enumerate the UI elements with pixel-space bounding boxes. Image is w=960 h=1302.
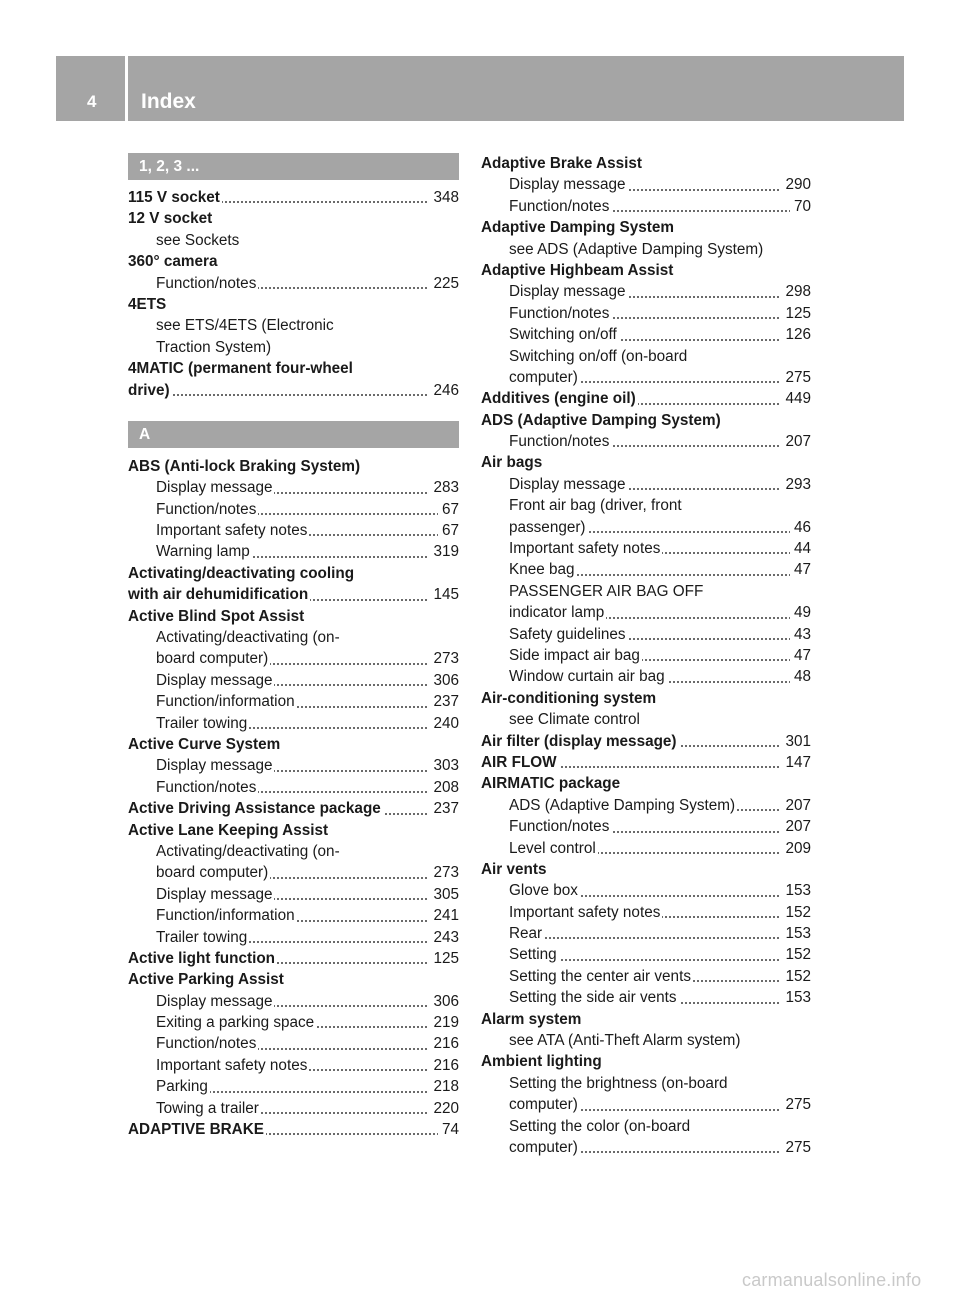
- entry-text: Display message: [156, 885, 273, 903]
- index-subentry: [128, 755, 459, 776]
- entry-text: Additives (engine oil): [481, 390, 636, 408]
- entry-text: Window curtain air bag: [509, 668, 665, 686]
- page-ref: 275: [781, 1137, 811, 1158]
- index-subentry: [481, 709, 811, 730]
- index-list-a-left: [128, 456, 459, 1141]
- entry-text: ABS (Anti-lock Braking System): [128, 457, 361, 475]
- page-ref: 48: [790, 666, 811, 687]
- index-subentry: [481, 239, 811, 260]
- index-entry: [128, 798, 459, 819]
- page-ref: 152: [781, 944, 811, 965]
- entry-text: Glove box: [509, 882, 578, 900]
- index-entry: [128, 734, 459, 755]
- index-subentry: [128, 670, 459, 691]
- page-ref: 237: [429, 798, 459, 819]
- index-entry: [128, 948, 459, 969]
- page-ref: 125: [781, 303, 811, 324]
- index-subentry: [481, 1073, 811, 1094]
- dot-leader: [128, 394, 459, 396]
- page-ref: 306: [429, 670, 459, 691]
- entry-text: Function/information: [156, 907, 295, 925]
- page-ref: 275: [781, 1094, 811, 1115]
- index-entry: [128, 969, 459, 990]
- entry-text: Air bags: [481, 454, 543, 472]
- entry-text: with air dehumidification: [128, 586, 309, 604]
- index-subentry: [481, 367, 811, 388]
- entry-text: Important safety notes: [156, 1056, 308, 1074]
- index-entry: [481, 1009, 811, 1030]
- index-entry: [481, 773, 811, 794]
- index-subentry: [128, 884, 459, 905]
- index-subentry: [481, 1137, 811, 1158]
- entry-text: Display message: [509, 176, 626, 194]
- page-ref: 152: [781, 902, 811, 923]
- page-ref: 153: [781, 880, 811, 901]
- index-subentry: [128, 315, 459, 336]
- page-ref: 273: [429, 862, 459, 883]
- index-subentry: [128, 541, 459, 562]
- entry-text: board computer): [156, 650, 269, 668]
- page-ref: 145: [429, 584, 459, 605]
- entry-text: Air-conditioning system: [481, 689, 657, 707]
- index-entry: [128, 251, 459, 272]
- page-ref: 301: [781, 731, 811, 752]
- index-subentry: [128, 841, 459, 862]
- entry-text: Alarm system: [481, 1010, 582, 1028]
- entry-text: Towing a trailer: [156, 1099, 259, 1117]
- page-ref: 240: [429, 713, 459, 734]
- index-subentry: [128, 862, 459, 883]
- index-subentry: [128, 991, 459, 1012]
- entry-text: indicator lamp: [509, 604, 605, 622]
- index-subentry: [128, 1076, 459, 1097]
- page-ref: 449: [781, 388, 811, 409]
- index-subentry: [128, 499, 459, 520]
- page-ref: 218: [429, 1076, 459, 1097]
- entry-text: Display message: [156, 671, 273, 689]
- entry-text: Display message: [156, 992, 273, 1010]
- header-divider: [125, 56, 128, 121]
- entry-text: Activating/deactivating (on-: [156, 629, 340, 647]
- entry-text: Active Parking Assist: [128, 971, 284, 989]
- entry-text: passenger): [509, 518, 586, 536]
- page-ref: 47: [790, 559, 811, 580]
- index-entry: [128, 380, 459, 401]
- entry-text: 360° camera: [128, 253, 218, 271]
- index-entry: [481, 217, 811, 238]
- index-subentry: [481, 944, 811, 965]
- entry-text: Function/notes: [509, 433, 610, 451]
- entry-text: ADS (Adaptive Damping System): [509, 796, 736, 814]
- index-subentry: [128, 1012, 459, 1033]
- index-entry: [128, 187, 459, 208]
- entry-text: Warning lamp: [156, 543, 250, 561]
- entry-text: drive): [128, 381, 170, 399]
- entry-text: 4MATIC (permanent four-wheel: [128, 360, 353, 378]
- entry-text: Display message: [509, 283, 626, 301]
- entry-text: Trailer towing: [156, 714, 248, 732]
- index-subentry: [128, 777, 459, 798]
- index-subentry: [128, 691, 459, 712]
- index-subentry: [128, 337, 459, 358]
- entry-text: see ADS (Adaptive Damping System): [509, 240, 764, 258]
- page-ref: 207: [781, 816, 811, 837]
- page-ref: 219: [429, 1012, 459, 1033]
- page-ref: 290: [781, 174, 811, 195]
- entry-text: see ATA (Anti-Theft Alarm system): [509, 1032, 741, 1050]
- entry-text: Active Blind Spot Assist: [128, 607, 305, 625]
- index-subentry: [481, 559, 811, 580]
- entry-text: computer): [509, 1138, 578, 1156]
- page-ref: 70: [790, 196, 811, 217]
- entry-text: Level control: [509, 839, 596, 857]
- index-entry: [481, 260, 811, 281]
- entry-text: Function/notes: [509, 197, 610, 215]
- entry-text: Active Driving Assistance package: [128, 800, 381, 818]
- entry-text: Parking: [156, 1078, 208, 1096]
- index-entry: [481, 1051, 811, 1072]
- page-ref: 152: [781, 966, 811, 987]
- page-ref: 43: [790, 624, 811, 645]
- entry-text: Trailer towing: [156, 928, 248, 946]
- entry-text: Function/notes: [509, 818, 610, 836]
- index-subentry: [481, 602, 811, 623]
- index-subentry: [481, 1094, 811, 1115]
- entry-text: see Sockets: [156, 231, 240, 249]
- entry-text: see Climate control: [509, 711, 640, 729]
- entry-text: Ambient lighting: [481, 1053, 602, 1071]
- index-entry: [481, 153, 811, 174]
- entry-text: Activating/deactivating cooling: [128, 564, 355, 582]
- entry-text: Function/notes: [156, 500, 257, 518]
- index-entry: [128, 606, 459, 627]
- index-subentry: [481, 795, 811, 816]
- index-subentry: [481, 923, 811, 944]
- page-ref: 67: [438, 499, 459, 520]
- page-ref: 283: [429, 477, 459, 498]
- index-subentry: [481, 538, 811, 559]
- entry-text: Display message: [156, 479, 273, 497]
- entry-text: Rear: [509, 925, 543, 943]
- page-ref: 298: [781, 281, 811, 302]
- index-column-left: [128, 153, 459, 1140]
- index-subentry: [481, 581, 811, 602]
- index-subentry: [481, 281, 811, 302]
- page-ref: 126: [781, 324, 811, 345]
- index-subentry: [128, 627, 459, 648]
- index-subentry: [128, 230, 459, 251]
- entry-text: Function/notes: [156, 778, 257, 796]
- page-ref: 220: [429, 1098, 459, 1119]
- page-ref: 241: [429, 905, 459, 926]
- index-column-right: [481, 153, 811, 1158]
- entry-text: Important safety notes: [509, 540, 661, 558]
- entry-text: Active Lane Keeping Assist: [128, 821, 329, 839]
- entry-text: PASSENGER AIR BAG OFF: [509, 582, 704, 600]
- entry-text: Air filter (display message): [481, 732, 677, 750]
- index-entry: [128, 456, 459, 477]
- entry-text: ADS (Adaptive Damping System): [481, 411, 721, 429]
- page-ref: 147: [781, 752, 811, 773]
- index-list-a-right: [481, 153, 811, 1158]
- entry-text: Traction System): [156, 338, 272, 356]
- page-ref: 207: [781, 795, 811, 816]
- index-subentry: [481, 346, 811, 367]
- entry-text: Setting the center air vents: [509, 967, 691, 985]
- index-subentry: [481, 431, 811, 452]
- page-ref: 293: [781, 474, 811, 495]
- entry-text: board computer): [156, 864, 269, 882]
- entry-text: computer): [509, 368, 578, 386]
- page-ref: 216: [429, 1055, 459, 1076]
- entry-text: Switching on/off: [509, 326, 617, 344]
- dot-leader: [509, 937, 811, 939]
- index-entry: [481, 752, 811, 773]
- index-subentry: [481, 838, 811, 859]
- entry-text: 4ETS: [128, 295, 167, 313]
- entry-text: Function/information: [156, 693, 295, 711]
- entry-text: Active light function: [128, 949, 276, 967]
- index-subentry: [128, 477, 459, 498]
- entry-text: Important safety notes: [156, 522, 308, 540]
- index-subentry: [481, 1030, 811, 1051]
- index-entry: [128, 208, 459, 229]
- index-entry: [128, 563, 459, 584]
- page-ref: 273: [429, 648, 459, 669]
- index-subentry: [128, 273, 459, 294]
- index-subentry: [481, 645, 811, 666]
- page-ref: 44: [790, 538, 811, 559]
- index-subentry: [128, 927, 459, 948]
- page-ref: 67: [438, 520, 459, 541]
- index-subentry: [481, 174, 811, 195]
- entry-text: Side impact air bag: [509, 646, 640, 664]
- page-ref: 46: [790, 517, 811, 538]
- index-entry: [481, 859, 811, 880]
- entry-text: Setting the side air vents: [509, 989, 677, 1007]
- entry-text: Setting the brightness (on-board: [509, 1074, 728, 1092]
- entry-text: Air vents: [481, 860, 547, 878]
- page-ref: 47: [790, 645, 811, 666]
- index-subentry: [481, 303, 811, 324]
- index-subentry: [481, 987, 811, 1008]
- index-entry: [481, 731, 811, 752]
- page-ref: 246: [429, 380, 459, 401]
- entry-text: Important safety notes: [509, 903, 661, 921]
- entry-text: 12 V socket: [128, 210, 213, 228]
- index-subentry: [481, 474, 811, 495]
- index-entry: [128, 358, 459, 379]
- page-ref: 225: [429, 273, 459, 294]
- index-subentry: [481, 196, 811, 217]
- entry-text: AIR FLOW: [481, 753, 557, 771]
- page-ref: 49: [790, 602, 811, 623]
- page-ref: 208: [429, 777, 459, 798]
- index-subentry: [128, 648, 459, 669]
- page-ref: 305: [429, 884, 459, 905]
- index-subentry: [481, 495, 811, 516]
- page-ref: 216: [429, 1033, 459, 1054]
- entry-text: Function/notes: [156, 1035, 257, 1053]
- entry-text: Active Curve System: [128, 735, 281, 753]
- entry-text: Front air bag (driver, front: [509, 497, 682, 515]
- index-subentry: [481, 324, 811, 345]
- index-entry: [128, 1119, 459, 1140]
- index-entry: [481, 388, 811, 409]
- page-ref: 237: [429, 691, 459, 712]
- index-subentry: [128, 1098, 459, 1119]
- page-ref: 243: [429, 927, 459, 948]
- entry-text: Setting: [509, 946, 557, 964]
- index-subentry: [481, 902, 811, 923]
- entry-text: Adaptive Damping System: [481, 219, 674, 237]
- entry-text: Knee bag: [509, 561, 575, 579]
- entry-text: Display message: [156, 757, 273, 775]
- index-subentry: [481, 517, 811, 538]
- entry-text: Exiting a parking space: [156, 1014, 315, 1032]
- entry-text: AIRMATIC package: [481, 775, 621, 793]
- page-ref: 207: [781, 431, 811, 452]
- section-header-a: A: [128, 421, 459, 448]
- index-list-numbers: [128, 187, 459, 401]
- index-subentry: [481, 816, 811, 837]
- page-ref: 303: [429, 755, 459, 776]
- index-entry: [128, 584, 459, 605]
- entry-text: computer): [509, 1096, 578, 1114]
- page-header: [56, 56, 904, 121]
- index-entry: [481, 410, 811, 431]
- entry-text: 115 V socket: [128, 189, 220, 206]
- entry-text: Setting the color (on-board: [509, 1117, 691, 1135]
- entry-text: Function/notes: [156, 274, 257, 292]
- page-ref: 348: [429, 187, 459, 208]
- index-subentry: [128, 713, 459, 734]
- index-subentry: [481, 624, 811, 645]
- page-ref: 125: [429, 948, 459, 969]
- index-entry: [128, 294, 459, 315]
- entry-text: ADAPTIVE BRAKE: [128, 1121, 264, 1139]
- index-entry: [481, 688, 811, 709]
- index-subentry: [128, 1055, 459, 1076]
- index-subentry: [128, 520, 459, 541]
- section-header-numbers: 1, 2, 3 ...: [128, 153, 459, 180]
- entry-text: Switching on/off (on-board: [509, 347, 688, 365]
- page-ref: 209: [781, 838, 811, 859]
- page-title: Index: [141, 90, 196, 113]
- entry-text: Adaptive Highbeam Assist: [481, 261, 674, 279]
- index-subentry: [481, 966, 811, 987]
- page-ref: 74: [438, 1119, 459, 1140]
- entry-text: see ETS/4ETS (Electronic: [156, 317, 334, 335]
- entry-text: Activating/deactivating (on-: [156, 842, 340, 860]
- index-entry: [481, 452, 811, 473]
- index-subentry: [481, 880, 811, 901]
- index-subentry: [481, 1116, 811, 1137]
- index-subentry: [128, 1033, 459, 1054]
- entry-text: Safety guidelines: [509, 625, 626, 643]
- page-ref: 153: [781, 987, 811, 1008]
- index-subentry: [128, 905, 459, 926]
- page-ref: 306: [429, 991, 459, 1012]
- page-ref: 275: [781, 367, 811, 388]
- page-ref: 153: [781, 923, 811, 944]
- entry-text: Function/notes: [509, 304, 610, 322]
- index-entry: [128, 820, 459, 841]
- page-ref: 319: [429, 541, 459, 562]
- page-number: 4: [87, 92, 97, 111]
- index-subentry: [481, 666, 811, 687]
- entry-text: Adaptive Brake Assist: [481, 155, 642, 172]
- watermark: carmanualsonline.info: [742, 1270, 922, 1290]
- entry-text: Display message: [509, 475, 626, 493]
